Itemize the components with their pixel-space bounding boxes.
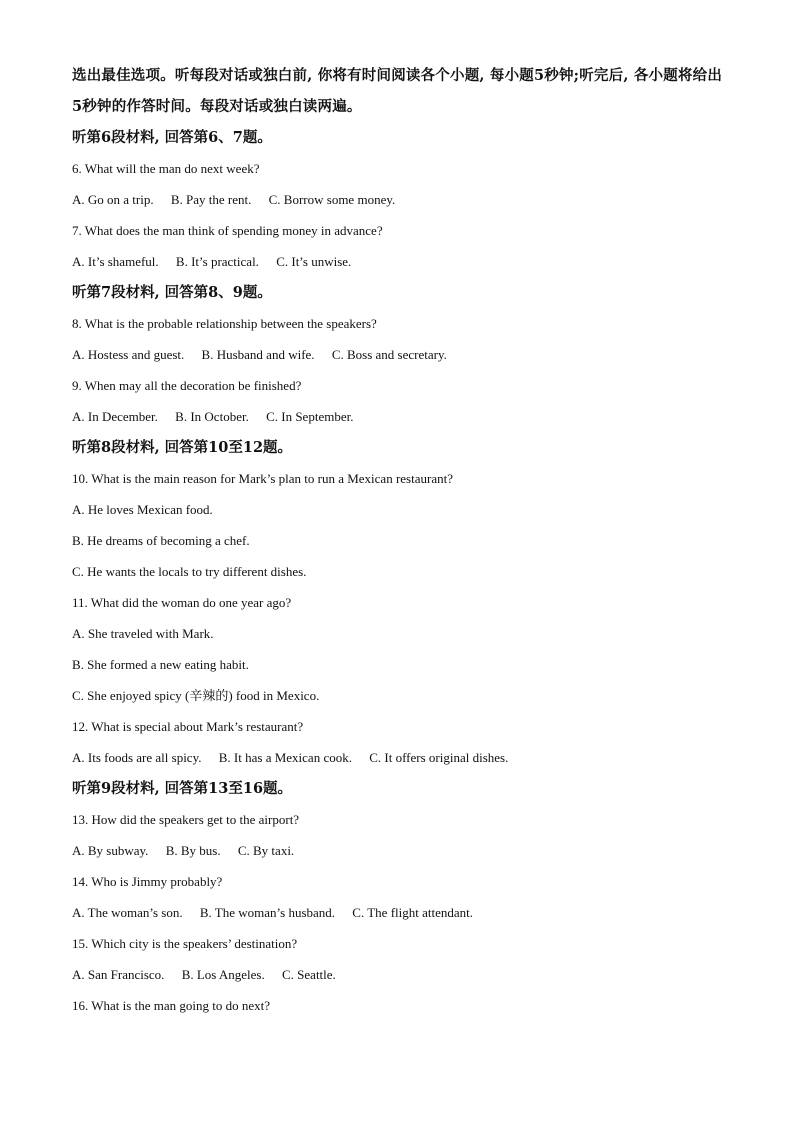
section-heading-13-16: 听第9段材料, 回答第13至16题。	[72, 780, 293, 797]
question-8-options	[72, 339, 732, 370]
option-a: A. In December.	[72, 409, 158, 424]
question-11-option-a: A. She traveled with Mark.	[72, 626, 214, 641]
question-13: 13. How did the speakers get to the airport?	[72, 812, 300, 827]
option-b: B. By bus.	[165, 843, 221, 858]
option-a: A. Hostess and guest.	[72, 347, 185, 362]
section-heading-8-9: 听第7段材料, 回答第8、9题。	[72, 284, 272, 301]
question-6: 6. What will the man do next week?	[72, 161, 260, 176]
option-c: C. Borrow some money.	[268, 192, 396, 207]
question-10: 10. What is the main reason for Mark’s plan to run a Mexican restaurant?	[72, 471, 453, 486]
question-14: 14. Who is Jimmy probably?	[72, 874, 223, 889]
question-11-option-c: C. She enjoyed spicy (辛辣的) food in Mexico.	[72, 688, 320, 703]
option-c: C. In September.	[266, 409, 354, 424]
question-7-options	[72, 246, 732, 277]
question-10-option-b: B. He dreams of becoming a chef.	[72, 533, 250, 548]
option-b: B. Los Angeles.	[181, 967, 265, 982]
question-10-option-c: C. He wants the locals to try different dishes.	[72, 564, 307, 579]
option-b: B. It has a Mexican cook.	[218, 750, 352, 765]
question-11: 11. What did the woman do one year ago?	[72, 595, 292, 610]
option-b: B. Husband and wife.	[201, 347, 315, 362]
question-15: 15. Which city is the speakers’ destination?	[72, 936, 298, 951]
question-12-options	[72, 742, 732, 773]
option-a: A. San Francisco.	[72, 967, 165, 982]
option-a: A. The woman’s son.	[72, 905, 183, 920]
question-16: 16. What is the man going to do next?	[72, 998, 270, 1013]
question-9: 9. When may all the decoration be finished?	[72, 378, 302, 393]
option-c: C. Boss and secretary.	[331, 347, 447, 362]
option-c: C. Seattle.	[282, 967, 336, 982]
option-a: A. Go on a trip.	[72, 192, 154, 207]
instructions-paragraph: 选出最佳选项。听每段对话或独白前, 你将有时间阅读各个小题, 每小题5秒钟;听完后, 各小题将给出5秒钟的作答时间。每段对话或独白读两遍。	[72, 67, 723, 115]
question-11-option-b: B. She formed a new eating habit.	[72, 657, 249, 672]
question-8: 8. What is the probable relationship between the speakers?	[72, 316, 377, 331]
exam-page	[72, 60, 732, 1021]
question-9-options	[72, 401, 732, 432]
option-b: B. In October.	[175, 409, 249, 424]
option-a: A. Its foods are all spicy.	[72, 750, 202, 765]
option-b: B. Pay the rent.	[170, 192, 252, 207]
question-14-options	[72, 897, 732, 928]
question-13-options	[72, 835, 732, 866]
section-heading-10-12: 听第8段材料, 回答第10至12题。	[72, 439, 293, 456]
question-6-options	[72, 184, 732, 215]
option-c: C. It offers original dishes.	[369, 750, 509, 765]
question-15-options	[72, 959, 732, 990]
option-a: A. By subway.	[72, 843, 149, 858]
option-a: A. It’s shameful.	[72, 254, 159, 269]
question-12: 12. What is special about Mark’s restaurant?	[72, 719, 304, 734]
question-10-option-a: A. He loves Mexican food.	[72, 502, 213, 517]
question-7: 7. What does the man think of spending money in advance?	[72, 223, 383, 238]
section-heading-6-7: 听第6段材料, 回答第6、7题。	[72, 129, 272, 146]
option-c: C. The flight attendant.	[352, 905, 474, 920]
option-c: C. It’s unwise.	[276, 254, 352, 269]
option-b: B. The woman’s husband.	[199, 905, 336, 920]
option-c: C. By taxi.	[237, 843, 295, 858]
option-b: B. It’s practical.	[175, 254, 259, 269]
